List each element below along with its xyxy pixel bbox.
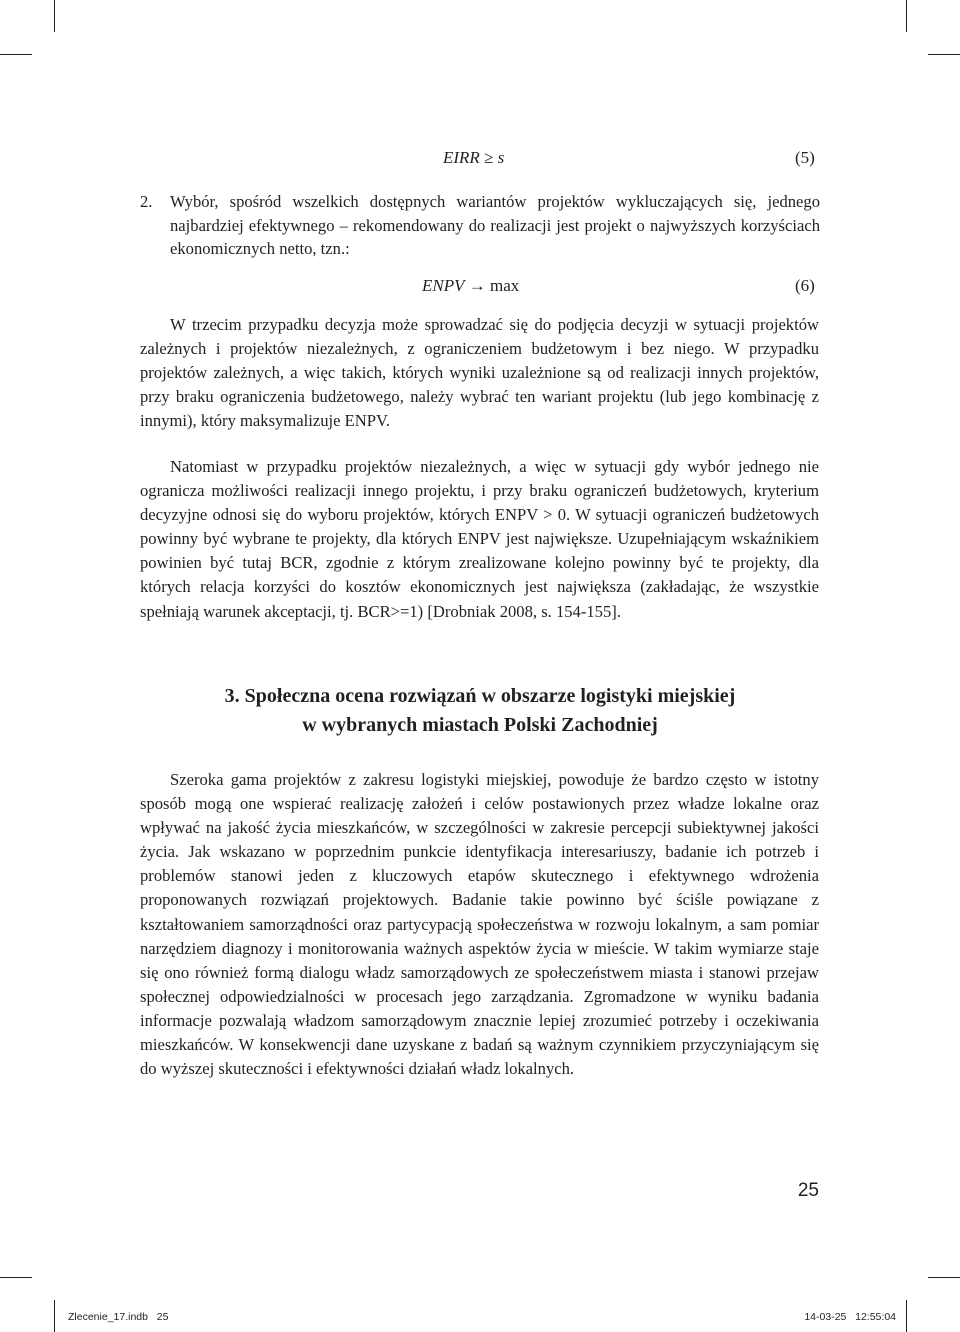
- crop-mark-top-right-h: [928, 54, 960, 55]
- equation-number-6: (6): [795, 276, 815, 295]
- crop-mark-bottom-right: [906, 1300, 907, 1332]
- section-heading-line-1: 3. Społeczna ocena rozwiązań w obszarze logistyki miejskiej: [224, 685, 736, 707]
- equation-number-5: (5): [795, 148, 815, 167]
- formula-5: [443, 147, 504, 169]
- formula-5-relation: ≥: [484, 148, 494, 167]
- slug-timestamp: 14-03-25 12:55:04: [804, 1311, 896, 1323]
- crop-mark-bottom-right-h: [928, 1277, 960, 1278]
- section-heading: [140, 682, 820, 740]
- formula-6-relation: →: [468, 276, 486, 295]
- formula-6: [422, 275, 519, 297]
- paragraph-section-3: Szeroka gama projektów z zakresu logistyki miejskiej, powoduje że bardzo często w istotny sposób mogą one wspierać realizację założeń i celów postawionych przez władze lokalne oraz wpływać na jakość życia mieszkańców, w szczególności w zakresie percepcji subiektywnej jakości życia. Jak wskazano w poprzednim punkcie identyfikacja interesariuszy, badanie ich potrzeb i problemów stanowi jeden z kluczowych etapów skutecznego i efektywnego wdrożenia proponowanych rozwiązań projektowych. Badanie takie powinno być ściśle powiązane z kształtowaniem samorządności oraz partycypacją społeczeństwa w rozwoju lokalnym, a sam pomiar narzędziem diagnozy i monitorowania ważnych aspektów życia w mieście. W takim wymiarze staje się ono również formą dialogu władz samorządowych ze społeczeństwem miasta i stanowi przejaw społecznej odpowiedzialności w procesach jego zarządzania. Zgromadzone w wyniku badania informacje pozwalają władzom samorządowym znacznie lepiej zrozumieć potrzeby i oczekiwania mieszkańców. W konsekwencji dane uzyskane z badań są ważnym czynnikiem przyczyniającym się do wyższej skuteczności i efektywności działań władz lokalnych.: [140, 770, 819, 1079]
- paragraph-independent-projects: Natomiast w przypadku projektów niezależnych, a więc w sytuacji gdy wybór jednego nie ogranicza możliwości realizacji innego projektu, i przy braku ograniczeń budżetowych, kryterium decyzyjne odnosi się do wyboru projektów, których ENPV > 0. W sytuacji ograniczeń budżetowych powinny być wybrane te projekty, dla których ENPV jest największe. Uzupełniającym wskaźnikiem powinien być tutaj BCR, zgodnie z którym zrealizowane kolejno powinny być te projekty, dla których relacja korzyści do kosztów ekonomicznych jest największa (zakładając, że wszystkie spełniają warunek akceptacji, tj. BCR>=1) [Drobniak 2008, s. 154-155].: [140, 457, 819, 621]
- formula-5-rhs: s: [497, 148, 505, 167]
- list-item-2: [140, 190, 820, 261]
- paragraph-decision-cases: W trzecim przypadku decyzja może sprowadzać się do podjęcia decyzji w sytuacji projektów zależnych i projektów niezależnych, z ograniczeniem budżetowym i bez niego. W przypadku projektów zależnych, a więc takich, których wyniki uzależnione są od realizacji innych projektów, przy braku ograniczenia budżetowego, należy wybrać ten wariant projektu (lub jego kombinację z innymi), który maksymalizuje ENPV.: [140, 315, 819, 431]
- formula-5-lhs: EIRR: [443, 148, 480, 167]
- list-item-number: 2.: [140, 192, 153, 211]
- crop-mark-top-left-h: [0, 54, 32, 55]
- formula-6-rhs: max: [490, 276, 520, 295]
- crop-mark-bottom-left: [54, 1300, 55, 1332]
- crop-mark-bottom-left-h: [0, 1277, 32, 1278]
- section-heading-line-2: w wybranych miastach Polski Zachodniej: [302, 714, 658, 736]
- crop-mark-top-left: [54, 0, 55, 32]
- list-item-text: Wybór, spośród wszelkich dostępnych wariantów projektów wykluczających się, jednego najbardziej efektywnego – rekomendowany do realizacji jest projekt o najwyższych korzyściach ekonomicznych netto, tzn.:: [170, 192, 820, 258]
- slug-filename: Zlecenie_17.indb 25: [68, 1311, 169, 1323]
- formula-6-lhs: ENPV: [422, 276, 465, 295]
- crop-mark-top-right: [906, 0, 907, 32]
- page-number: 25: [797, 1180, 819, 1201]
